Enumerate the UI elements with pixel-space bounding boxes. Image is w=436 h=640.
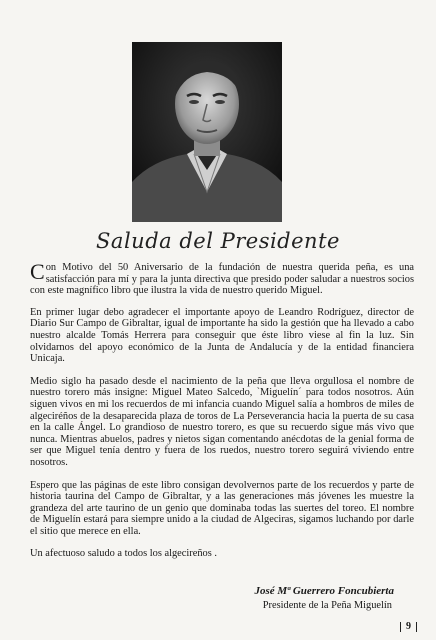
page-number-value: 9 [406,621,411,632]
paragraph-1-text: on Motivo del 50 Aniversario de la fundación de nuestra querida peña, es una satisfacción para mí y para la junta directiva que presido poder saludar a nuestros socios con este magnífico libro que ilustra la vida de nuestro querido Miguel. [30,262,414,297]
paragraph-1 [30,259,414,297]
paragraph-2: En primer lugar debo agradecer el importante apoyo de Leandro Rodríguez, director de Diario Sur Campo de Gibraltar, igual de importante ha sido la gestión que ha llevado a cabo nuestro alcalde Tomás Herrera para conseguir que éste libro viese al fin la luz. Sin olvidarnos del apoyo económico de la Junta de Andalucía y de la entidad financiera Unicaja. [30,306,414,365]
portrait-image [132,42,282,222]
page-number [395,621,422,632]
page-number-divider-right [416,622,417,632]
paragraph-5: Un afectuoso saludo a todos los algecireños . [30,548,217,560]
letter-body [30,259,414,571]
signature-role: Presidente de la Peña Miguelín [262,600,392,611]
paragraph-3: Medio siglo ha pasado desde el nacimiento de la peña que lleva orgullosa el nombre de nuestro torero más insigne: Miguel Mateo Salcedo, `Miguelín´ para todos nosotros. Aún siguen vivos en mi los recuerdos de mi infancia cuando Miguel salía a hombros de miles de algeciréños de la desaparecida plaza de toros de La Perseverancia hacia la puerta de su casa en la calle Ángel. Lo grandioso de nuestro torero, es que su recuerdo sigue más vivo que nunca. Mientras abuelos, padres y nietos sigan comentando anécdotas de la genial forma de ser que Miguel tenía dentro y fuera de los ruedos, nuestro torero seguirá viviendo entre nosotros. [30,375,414,468]
president-portrait-photo [132,42,282,222]
page-number-divider [400,622,401,632]
drop-cap: C [30,259,45,284]
paragraph-4: Espero que las páginas de este libro consigan devolvernos parte de los recuerdos y parte de historia taurina del Campo de Gibraltar, y a las generaciones más jóvenes les muestre la grandeza del arte taurino de un genio que dominaba todas las suertes del toreo. El nombre de Miguelín estará para siempre unido a la ciudad de Algeciras, sigamos luchando por darle el sitio que merece en ella. [30,479,414,537]
signature-name: José Mª Guerrero Foncubierta [254,585,394,597]
page-title: Saluda del Presidente [96,229,340,253]
